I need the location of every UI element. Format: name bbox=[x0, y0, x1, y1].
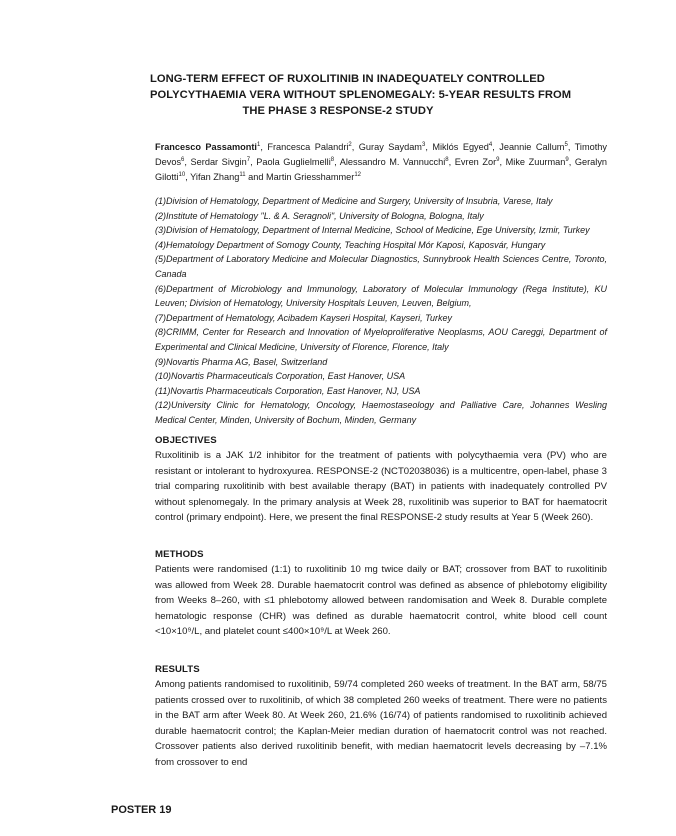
author-separator: , bbox=[185, 172, 191, 183]
author-name: Geralyn Gilotti bbox=[155, 157, 608, 183]
author-affiliation-number: 8 bbox=[445, 157, 449, 164]
affiliation-item: (4)Hematology Department of Somogy County, Teaching Hospital Mór Kaposi, Kaposvár, Hungary bbox=[155, 239, 546, 250]
section-heading: RESULTS bbox=[155, 664, 200, 675]
author-separator: , bbox=[334, 157, 340, 168]
author-name: Yifan Zhang bbox=[190, 172, 240, 183]
author-affiliation-number: 12 bbox=[354, 172, 362, 179]
title-line: THE PHASE 3 RESPONSE-2 STUDY bbox=[242, 104, 434, 117]
poster-number: POSTER 19 bbox=[111, 804, 172, 816]
affiliation-item: (7)Department of Hematology, Acibadem Kayseri Hospital, Kayseri, Turkey bbox=[155, 312, 452, 323]
author-affiliation-number: 8 bbox=[330, 157, 335, 164]
affiliation-item: (11)Novartis Pharmaceuticals Corporation, East Hanover, NJ, USA bbox=[155, 385, 421, 396]
paper-title bbox=[150, 72, 572, 119]
author-name: Evren Zor bbox=[454, 157, 497, 168]
author-name: Paola Guglielmelli bbox=[256, 157, 331, 168]
affiliation-item: (1)Division of Hematology, Department of Medicine and Surgery, University of Insubria, Varese, Italy bbox=[155, 196, 553, 206]
section-body: Among patients randomised to ruxolitinib, 59/74 completed 260 weeks of treatment. In the BAT arm, 58/75 patients crossed over to ruxolitinib, of which 38 completed 260 weeks of treatment. There were no patients in the BAT arm after Week 80. At Week 260, 21.6% (16/74) of patients randomised to ruxolitinib achieved durable haematocrit control; the Kaplan-Meier median duration of haematocrit control was not reached. Crossover patients also derived ruxolitinib benefit, with median haematocrit levels decreasing by –7.1% from crossover to end bbox=[155, 679, 607, 768]
author-affiliation-number: 9 bbox=[496, 157, 500, 164]
author-affiliation-number: 1 bbox=[257, 142, 261, 148]
affiliation-item: (10)Novartis Pharmaceuticals Corporation, East Hanover, USA bbox=[155, 371, 406, 382]
author-list bbox=[155, 140, 607, 186]
author-name: Serdar Sivgin bbox=[190, 157, 247, 168]
author-separator: , bbox=[425, 142, 433, 152]
author-separator: , bbox=[448, 157, 455, 168]
author-affiliation-number: 3 bbox=[421, 142, 426, 148]
affiliation-item: (12)University Clinic for Hematology, Oncology, Haemostaseology and Palliative Care, Johannes Wesling Medical Center, Minden, University of Bochum, Minden, Germany bbox=[155, 400, 607, 425]
author-separator: , bbox=[184, 157, 191, 168]
author-separator: and bbox=[245, 172, 267, 183]
author-separator: , bbox=[250, 157, 257, 168]
affiliation-item: (9)Novartis Pharma AG, Basel, Switzerland bbox=[155, 356, 328, 367]
author-separator: , bbox=[499, 157, 506, 168]
author-separator: , bbox=[567, 142, 575, 152]
author-separator: , bbox=[492, 142, 500, 152]
author-affiliation-number: 9 bbox=[565, 157, 569, 164]
author-name: Miklós Egyed bbox=[432, 142, 489, 152]
section-heading: METHODS bbox=[155, 549, 204, 560]
methods-section bbox=[155, 548, 607, 640]
affiliation-item: (3)Division of Hematology, Department of Internal Medicine, School of Medicine, Ege University, Izmir, Turkey bbox=[155, 225, 590, 236]
author-affiliation-number: 7 bbox=[246, 157, 251, 164]
author-name: Guray Saydam bbox=[358, 142, 422, 152]
affiliation-list bbox=[155, 194, 607, 428]
author-separator: , bbox=[568, 157, 575, 168]
title-line: POLYCYTHAEMIA VERA WITHOUT SPLENOMEGALY: 5-YEAR RESULTS FROM bbox=[150, 88, 572, 101]
results-section bbox=[155, 663, 607, 771]
section-body: Patients were randomised (1:1) to ruxolitinib 10 mg twice daily or BAT; crossover from BAT to ruxolitinib was allowed from Week 28. Durable haematocrit control was defined as absence of phlebotomy eligibility from Weeks 8–260, with ≤1 phlebotomy allowed between randomisation and Week 8. Durable complete hematologic response (CHR) was defined as durable haematocrit control, white blood cell count <10×10⁹/L, and platelet count ≤400×10⁹/L at Week 260. bbox=[155, 564, 607, 638]
author-name: Jeannie Callum bbox=[499, 142, 565, 152]
author-separator: , bbox=[260, 142, 268, 152]
affiliation-item: (8)CRIMM, Center for Research and Innovation of Myeloproliferative Neoplasms, AOU Careggi, Department of Experimental and Clinical Medicine, University of Florence, Florence, Italy bbox=[155, 327, 607, 352]
section-heading: OBJECTIVES bbox=[155, 435, 217, 446]
author-affiliation-number: 2 bbox=[348, 142, 352, 148]
author-affiliation-number: 10 bbox=[178, 172, 186, 179]
affiliation-item: (6)Department of Microbiology and Immunology, Laboratory of Molecular Immunology (Rega Institute), KU Leuven; Division of Hematology, University Hospitals Leuven, Leuven, Belgium, bbox=[155, 283, 607, 309]
author-separator: , bbox=[351, 142, 359, 152]
author-name: Martin Griesshammer bbox=[266, 172, 355, 183]
author-name: Mike Zuurman bbox=[505, 157, 566, 168]
author-name: Alessandro M. Vannucchi bbox=[339, 157, 446, 168]
title-line: LONG-TERM EFFECT OF RUXOLITINIB IN INADEQUATELY CONTROLLED bbox=[150, 73, 545, 85]
author-name: Timothy Devos bbox=[155, 142, 607, 168]
author-affiliation-number: 4 bbox=[488, 142, 493, 148]
author-affiliation-number: 5 bbox=[564, 142, 568, 148]
author-affiliation-number: 11 bbox=[239, 172, 246, 179]
affiliation-item: (2)Institute of Hematology "L. & A. Seragnoli", University of Bologna, Bologna, Italy bbox=[155, 210, 484, 221]
author-name: Francesco Passamonti bbox=[155, 142, 257, 152]
author-name: Francesca Palandri bbox=[267, 142, 349, 152]
affiliation-item: (5)Department of Laboratory Medicine and Molecular Diagnostics, Sunnybrook Health Sciences Centre, Toronto, Canada bbox=[155, 254, 607, 279]
section-body: Ruxolitinib is a JAK 1/2 inhibitor for the treatment of patients with polycythaemia vera (PV) who are resistant or intolerant to hydroxyurea. RESPONSE-2 (NCT02038036) is a multicentre, open-label, phase 3 trial comparing ruxolitinib with best available therapy (BAT) in patients with inadequately controlled PV without splenomegaly. In the primary analysis at Week 28, ruxolitinib was superior to BAT for haematocrit control (primary endpoint). Here, we present the final RESPONSE-2 study results at Year 5 (Week 260). bbox=[155, 450, 607, 524]
author-affiliation-number: 6 bbox=[181, 157, 185, 164]
objectives-section bbox=[155, 434, 607, 526]
